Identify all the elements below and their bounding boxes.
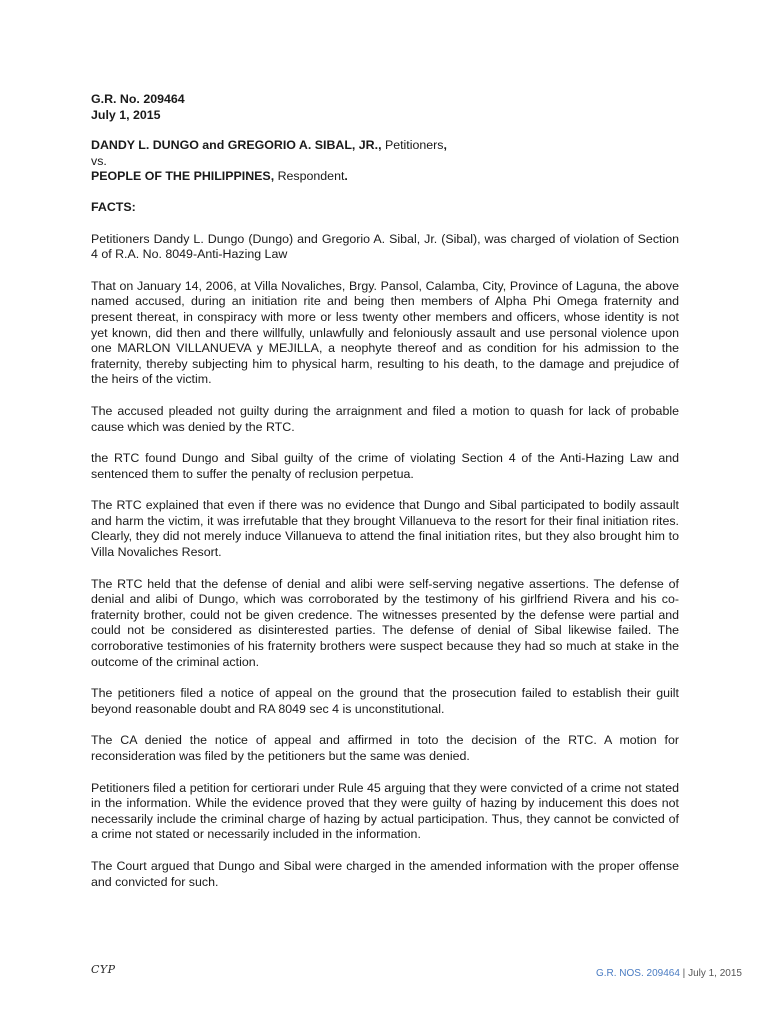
paragraph: The Court argued that Dungo and Sibal were charged in the amended information with the proper offense and convicted for such. <box>91 858 679 889</box>
footer-separator: | <box>679 968 689 979</box>
respondent-role: Respondent <box>274 169 345 184</box>
petitioners-role: Petitioners <box>381 138 444 153</box>
petitioners-line <box>91 138 679 154</box>
paragraph: The RTC explained that even if there was no evidence that Dungo and Sibal participated to bodily assault and harm the victim, it was irrefutable that they brought Villanueva to the resort for their final initiation rites. Clearly, they did not merely induce Villanueva to attend the final initiation rites, but they also brought him to Villa Novaliches Resort. <box>91 498 679 560</box>
respondent-name: PEOPLE OF THE PHILIPPINES, <box>91 169 275 184</box>
versus-line: vs. <box>91 153 107 168</box>
footer-reference <box>596 968 742 979</box>
respondent-line <box>91 169 679 185</box>
paragraph: That on January 14, 2006, at Villa Novaliches, Brgy. Pansol, Calamba, City, Province of Laguna, the above named accused, during an initiation rite and being then members of Alpha Phi Omega fraternity and present thereat, in conspiracy with more or less twenty other members and officers, whose identity is not yet known, did then and there willfully, unlawfully and feloniously assault and use personal violence upon one MARLON VILLANUEVA y MEJILLA, a neophyte thereof and as condition for his admission to the fraternity, thereby subjecting him to physical harm, resulting to his death, to the damage and prejudice of the heirs of the victim. <box>91 278 679 387</box>
paragraph: The petitioners filed a notice of appeal on the ground that the prosecution failed to establish their guilt beyond reasonable doubt and RA 8049 sec 4 is unconstitutional. <box>91 686 679 716</box>
footer-gr-label: G.R. NOS. 209464 <box>595 968 680 979</box>
facts-heading: FACTS: <box>91 199 136 214</box>
petitioners-comma: , <box>443 138 447 153</box>
paragraph: The accused pleaded not guilty during the arraignment and filed a motion to quash for lack of probable cause which was denied by the RTC. <box>91 403 679 434</box>
footer-date: July 1, 2015 <box>688 968 742 979</box>
paragraph: The RTC held that the defense of denial and alibi were self-serving negative assertions. The defense of denial and alibi of Dungo, which was corroborated by the testimony of his girlfriend Rivera and his co-fraternity brother, could not be given credence. The witnesses presented by the defense were partial and could not be considered as disinterested parties. The defense of denial of Sibal likewise failed. The corroborative testimonies of his fraternity brothers were suspect because they had so much at stake in the outcome of the criminal action. <box>91 576 679 669</box>
case-date: July 1, 2015 <box>91 107 161 122</box>
paragraph: Petitioners filed a petition for certiorari under Rule 45 arguing that they were convicted of a crime not stated in the information. While the evidence proved that they were guilty of hazing by inducement this does not necessarily include the criminal charge of hazing by actual participation. Thus, they cannot be convicted of a crime not stated or necessarily included in the information. <box>91 780 679 842</box>
respondent-period: . <box>344 169 348 184</box>
petitioners-name: DANDY L. DUNGO and GREGORIO A. SIBAL, JR., <box>91 138 382 153</box>
paragraph: Petitioners Dandy L. Dungo (Dungo) and Gregorio A. Sibal, Jr. (Sibal), was charged of violation of Section 4 of R.A. No. 8049-Anti-Hazing Law <box>91 231 679 262</box>
case-number: G.R. No. 209464 <box>91 92 185 106</box>
document-body <box>91 92 679 890</box>
case-parties <box>91 138 679 185</box>
paragraph: The CA denied the notice of appeal and affirmed in toto the decision of the RTC. A motion for reconsideration was filed by the petitioners but the same was denied. <box>91 733 679 763</box>
paragraph: the RTC found Dungo and Sibal guilty of the crime of violating Section 4 of the Anti-Hazing Law and sentenced them to suffer the penalty of reclusion perpetua. <box>91 451 679 481</box>
footer-initials: CYP <box>91 963 116 976</box>
